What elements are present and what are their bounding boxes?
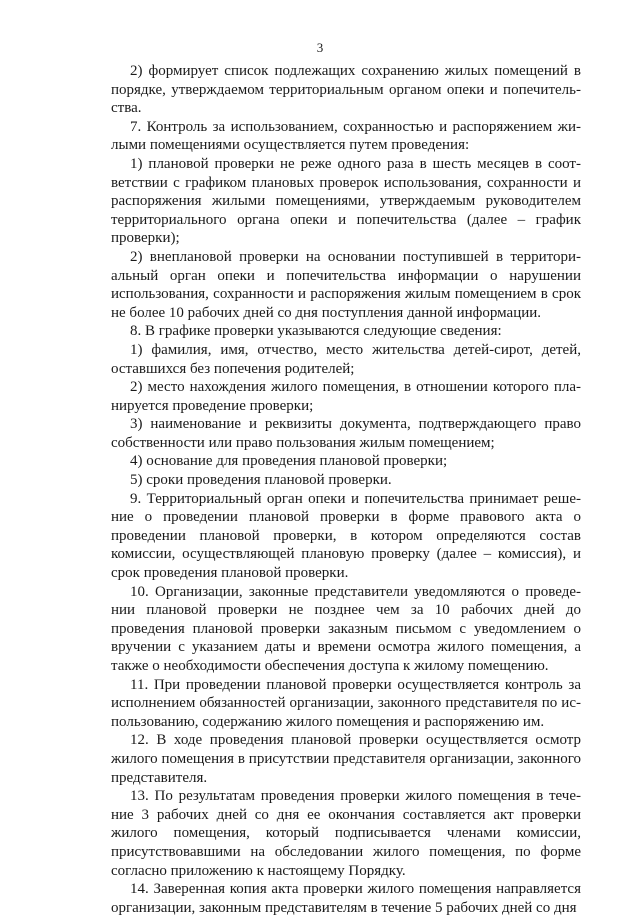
paragraph-clause-7: 7. Контроль за использованием, сохранностью и распоряжением жилыми помещениями осуществляется путем проведения: <box>111 118 581 154</box>
paragraph-clause-10: 10. Организации, законные представители уведомляются о проведении плановой проверки не позднее чем за 10 рабочих дней до проведения плановой проверки заказным письмом с уведомлением о вручении с указанием даты и времени осмотра жилого помещения, а также о необходимости обеспечения доступа к жилому помещению. <box>111 583 581 674</box>
paragraph-clause-12: 12. В ходе проведения плановой проверки осуществляется осмотр жилого помещения в присутствии представителя организации, законного представителя. <box>111 732 581 786</box>
paragraph-clause-9: 9. Территориальный орган опеки и попечительства принимает решение о проведении плановой проверки в форме правового акта о проведении плановой проверки, в котором определяются состав комиссии, осуществляющей плановую проверку (далее – комиссия), и срок проведения плановой проверки. <box>111 490 581 582</box>
paragraph-item-2-list-formation: 2) формирует список подлежащих сохранению жилых помещений в порядке, утверждаемом территориальным органом опеки и попечительства. <box>111 63 581 117</box>
paragraph-clause-8-item-1: 1) фамилия, имя, отчество, место жительства детей-сирот, детей, оставшихся без попечения родителей; <box>111 341 581 377</box>
paragraph-clause-8-item-3: 3) наименование и реквизиты документа, подтверждающего право собственности или право пользования жилым помещением; <box>111 416 581 451</box>
page-number: 3 <box>316 40 324 55</box>
paragraph-clause-8-item-2: 2) место нахождения жилого помещения, в отношении которого планируется проведение проверки; <box>111 379 581 414</box>
paragraph-clause-14: 14. Заверенная копия акта проверки жилого помещения направляется организации, законным представителям в течение 5 рабочих дней со дня <box>111 881 581 916</box>
paragraph-clause-8-item-5: 5) сроки проведения плановой проверки. <box>130 472 392 489</box>
document-body <box>111 62 581 917</box>
paragraph-clause-7-item-1: 1) плановой проверки не реже одного раза в шесть месяцев в соответствии с графиком плановых проверок использования, сохранности и распоряжения жилыми помещениями, утверждаемым руководителем территориального органа опеки и попечительства (далее – график проверки); <box>111 155 581 247</box>
paragraph-clause-8: 8. В графике проверки указываются следующие сведения: <box>130 323 502 340</box>
paragraph-clause-11: 11. При проведении плановой проверки осуществляется контроль за исполнением обязанностей организации, законного представителя по использованию, содержанию жилого помещения и распоряжению им. <box>111 676 581 730</box>
paragraph-clause-13: 13. По результатам проведения проверки жилого помещения в течение 3 рабочих дней со дня ее окончания составляется акт проверки жилого помещения, который подписывается членами комиссии, присутствовавшими на обследовании жилого помещения, по форме согласно приложению к настоящему Порядку. <box>111 788 581 879</box>
paragraph-clause-8-item-4: 4) основание для проведения плановой проверки; <box>130 453 448 470</box>
paragraph-clause-7-item-2: 2) внеплановой проверки на основании поступившей в территориальный орган опеки и попечительства информации о нарушении использования, сохранности и распоряжения жилым помещением в срок не более 10 рабочих дней со дня поступления данной информации. <box>111 248 581 321</box>
